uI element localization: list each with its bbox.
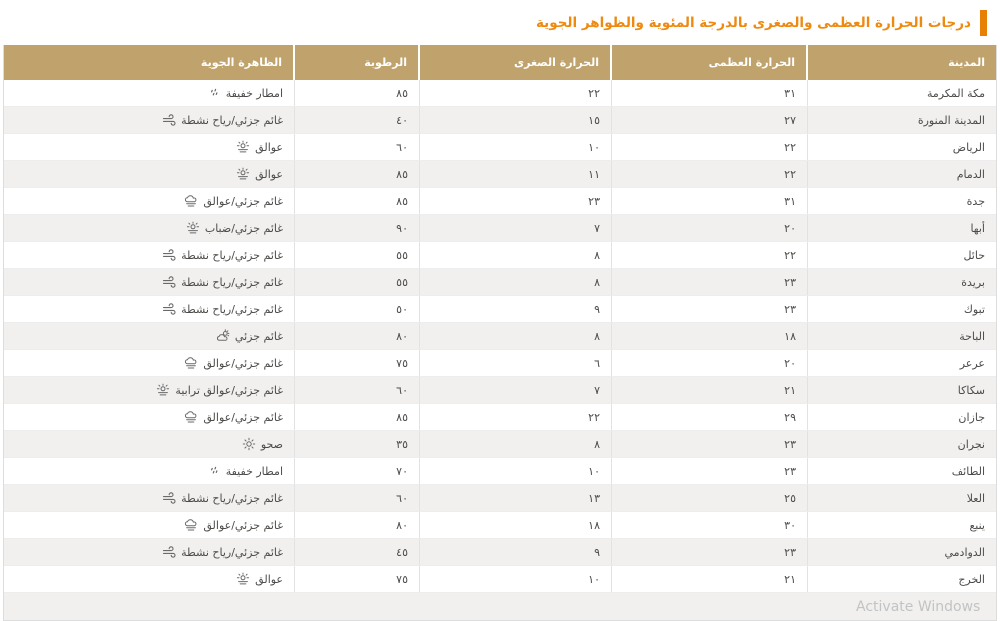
cell-min: ٧ [420, 215, 612, 241]
title-bar [0, 0, 1000, 36]
phenomenon-label: غائم جزئي/رياح نشطة [181, 275, 283, 289]
phenomenon-label: غائم جزئي/عوالق [203, 194, 283, 208]
cell-phenomenon [4, 134, 295, 160]
cell-max: ٢١ [612, 566, 808, 592]
cell-humidity: ٧٥ [295, 350, 420, 376]
wind-icon [162, 545, 176, 559]
cell-city: الطائف [951, 464, 985, 478]
cell-phenomenon [4, 269, 295, 295]
cell-max: ٢٢ [612, 134, 808, 160]
phenomenon-label: عوالق [255, 140, 283, 154]
cell-min: ١٠ [420, 134, 612, 160]
cell-city: الدمام [956, 167, 985, 181]
sun-haze-icon [156, 383, 170, 397]
cloud-haze-icon [184, 518, 198, 532]
sun-haze-icon [236, 140, 250, 154]
cell-max: ٢١ [612, 377, 808, 403]
table-row [4, 377, 996, 404]
table-row [4, 161, 996, 188]
cell-humidity: ٨٥ [295, 404, 420, 430]
cell-phenomenon [4, 512, 295, 538]
sun-icon [242, 437, 256, 451]
cell-phenomenon [4, 80, 295, 106]
sun-haze-icon [236, 572, 250, 586]
phenomenon-label: غائم جزئي/ضباب [204, 221, 283, 235]
sun-haze-icon [186, 221, 200, 235]
phenomenon-label: غائم جزئي/رياح نشطة [181, 113, 283, 127]
cell-min: ١٥ [420, 107, 612, 133]
cell-max: ٢٠ [612, 350, 808, 376]
os-activation-watermark: Activate Windows [856, 599, 981, 615]
cell-min: ٢٢ [420, 404, 612, 430]
cell-humidity: ٦٠ [295, 134, 420, 160]
cell-phenomenon [4, 431, 295, 457]
cell-min: ٦ [420, 350, 612, 376]
cell-city: عرعر [959, 356, 985, 370]
cell-city: مكة المكرمة [926, 86, 985, 100]
table-row [4, 350, 996, 377]
cell-max: ٢٣ [612, 296, 808, 322]
cell-city: العلا [966, 491, 985, 505]
column-header-phenomenon: الظاهرة الجوية [4, 45, 295, 80]
table-row [4, 269, 996, 296]
cell-max: ٣١ [612, 80, 808, 106]
cell-phenomenon [4, 323, 295, 349]
cell-min: ٢٣ [420, 188, 612, 214]
cell-city: سكاكا [957, 383, 985, 397]
cell-min: ٩ [420, 296, 612, 322]
table-row [4, 296, 996, 323]
cell-humidity: ٩٠ [295, 215, 420, 241]
cell-humidity: ٨٥ [295, 188, 420, 214]
cell-min: ٨ [420, 431, 612, 457]
cell-humidity: ٨٥ [295, 161, 420, 187]
phenomenon-label: غائم جزئي/عوالق [203, 518, 283, 532]
table-row [4, 431, 996, 458]
cell-max: ١٨ [612, 323, 808, 349]
cell-min: ٨ [420, 242, 612, 268]
table-header [4, 45, 996, 80]
cell-humidity: ٣٥ [295, 431, 420, 457]
cell-phenomenon [4, 161, 295, 187]
cell-humidity: ٥٥ [295, 269, 420, 295]
cell-city: الخرج [958, 572, 985, 586]
cell-city: الرياض [952, 140, 985, 154]
column-header-humidity: الرطوبة [295, 45, 420, 80]
cell-phenomenon [4, 404, 295, 430]
phenomenon-label: عوالق [255, 167, 283, 181]
cell-min: ٨ [420, 269, 612, 295]
phenomenon-label: غائم جزئي [234, 329, 283, 343]
cell-min: ٨ [420, 323, 612, 349]
cell-max: ٢٥ [612, 485, 808, 511]
table-row [4, 80, 996, 107]
cell-humidity: ٦٠ [295, 377, 420, 403]
sun-haze-icon [236, 167, 250, 181]
cell-city: تبوك [963, 302, 985, 316]
table-row [4, 188, 996, 215]
wind-icon [162, 248, 176, 262]
cell-max: ٢٣ [612, 269, 808, 295]
table-row [4, 134, 996, 161]
cell-max: ٢٢ [612, 161, 808, 187]
column-header-min: الحرارة الصغرى [420, 45, 612, 80]
cell-min: ١٨ [420, 512, 612, 538]
cell-city: ينبع [969, 518, 985, 532]
temperatures-table [3, 45, 997, 621]
phenomenon-label: غائم جزئي/عوالق ترابية [175, 383, 283, 397]
title-accent-bar [980, 10, 987, 36]
table-body [4, 80, 996, 620]
cell-humidity: ٤٠ [295, 107, 420, 133]
table-row [4, 242, 996, 269]
cell-phenomenon [4, 242, 295, 268]
table-row [4, 512, 996, 539]
table-row-partial [4, 593, 996, 620]
cell-city: أبها [970, 221, 985, 235]
cell-phenomenon [4, 377, 295, 403]
phenomenon-label: عوالق [255, 572, 283, 586]
cell-min: ١٣ [420, 485, 612, 511]
cell-city: الدوادمي [944, 545, 985, 559]
cell-max: ٣١ [612, 188, 808, 214]
table-row [4, 485, 996, 512]
cell-humidity: ٨٠ [295, 323, 420, 349]
table-row [4, 107, 996, 134]
cell-phenomenon [4, 296, 295, 322]
column-header-city: المدينة [808, 45, 996, 80]
cell-min: ٢٢ [420, 80, 612, 106]
cell-humidity: ٦٠ [295, 485, 420, 511]
cell-humidity: ٨٥ [295, 80, 420, 106]
table-row [4, 458, 996, 485]
column-header-max: الحرارة العظمى [612, 45, 808, 80]
cell-city: حائل [963, 248, 985, 262]
cell-phenomenon [4, 485, 295, 511]
phenomenon-label: غائم جزئي/عوالق [203, 356, 283, 370]
phenomenon-label: غائم جزئي/رياح نشطة [181, 545, 283, 559]
cell-max: ٢٢ [612, 242, 808, 268]
table-row [4, 404, 996, 431]
phenomenon-label: صحو [260, 437, 283, 451]
cell-city: بريدة [961, 275, 985, 289]
cell-phenomenon [4, 188, 295, 214]
phenomenon-label: امطار خفيفة [225, 86, 283, 100]
table-row [4, 539, 996, 566]
cell-humidity: ٨٠ [295, 512, 420, 538]
wind-icon [162, 491, 176, 505]
light-rain-icon [207, 464, 221, 478]
cell-phenomenon [4, 350, 295, 376]
cell-max: ٢٠ [612, 215, 808, 241]
wind-icon [162, 275, 176, 289]
cloud-haze-icon [184, 356, 198, 370]
table-row [4, 215, 996, 242]
table-row [4, 566, 996, 593]
phenomenon-label: غائم جزئي/رياح نشطة [181, 248, 283, 262]
phenomenon-label: غائم جزئي/عوالق [203, 410, 283, 424]
cell-phenomenon [4, 458, 295, 484]
cell-city: المدينة المنورة [917, 113, 985, 127]
cloud-haze-icon [184, 410, 198, 424]
cell-max: ٢٣ [612, 458, 808, 484]
cell-max: ٢٩ [612, 404, 808, 430]
cell-phenomenon [4, 107, 295, 133]
cell-max: ٣٠ [612, 512, 808, 538]
cell-humidity: ٧٠ [295, 458, 420, 484]
cell-max: ٢٣ [612, 539, 808, 565]
cell-min: ١٠ [420, 458, 612, 484]
cell-humidity: ٥٥ [295, 242, 420, 268]
cell-min: ٧ [420, 377, 612, 403]
page-title: درجات الحرارة العظمى والصغرى بالدرجة المئوية والظواهر الجوية [535, 14, 971, 31]
cell-min: ١٠ [420, 566, 612, 592]
cell-phenomenon [4, 566, 295, 592]
cell-min: ٩ [420, 539, 612, 565]
cloud-haze-icon [184, 194, 198, 208]
cell-humidity: ٥٠ [295, 296, 420, 322]
cell-max: ٢٣ [612, 431, 808, 457]
phenomenon-label: غائم جزئي/رياح نشطة [181, 302, 283, 316]
phenomenon-label: امطار خفيفة [225, 464, 283, 478]
cell-city: نجران [957, 437, 985, 451]
cell-city: جدة [966, 194, 985, 208]
cell-phenomenon [4, 215, 295, 241]
table-row [4, 323, 996, 350]
partly-cloudy-icon [216, 329, 230, 343]
wind-icon [162, 302, 176, 316]
light-rain-icon [207, 86, 221, 100]
cell-city: الباحة [959, 329, 985, 343]
cell-phenomenon [4, 539, 295, 565]
wind-icon [162, 113, 176, 127]
cell-humidity: ٧٥ [295, 566, 420, 592]
cell-humidity: ٤٥ [295, 539, 420, 565]
cell-max: ٢٧ [612, 107, 808, 133]
cell-city: جازان [958, 410, 985, 424]
cell-min: ١١ [420, 161, 612, 187]
phenomenon-label: غائم جزئي/رياح نشطة [181, 491, 283, 505]
